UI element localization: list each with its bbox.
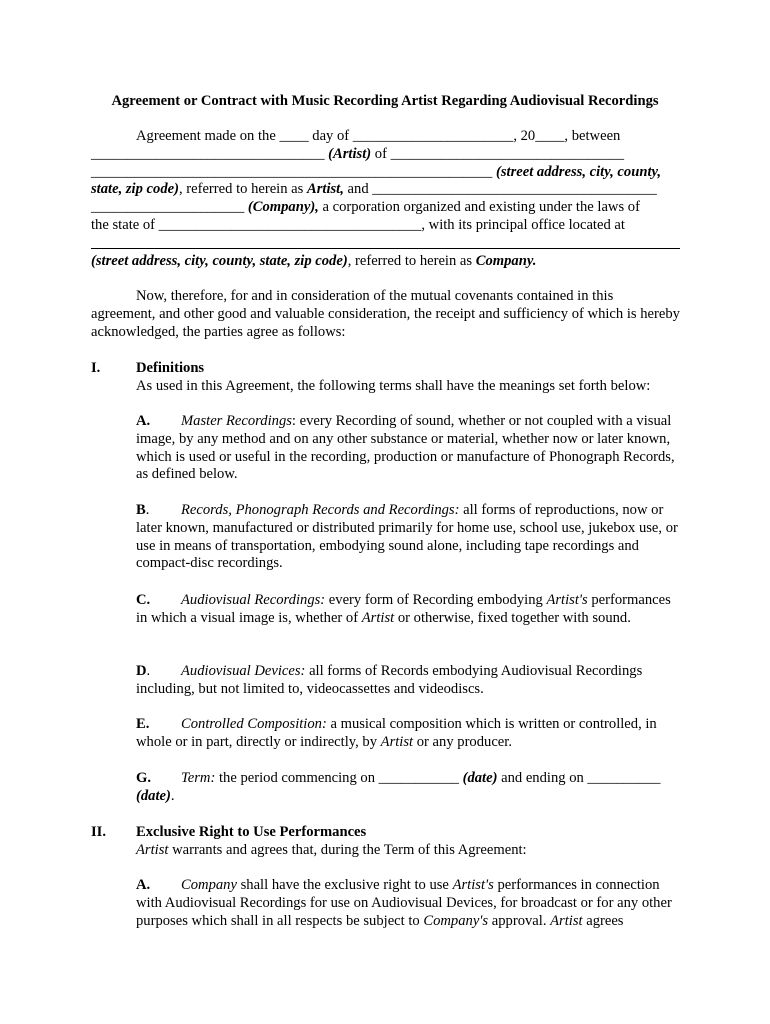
definition-c-term: Audiovisual Recordings: (181, 592, 326, 608)
definition-b-term: Records, Phonograph Records and Recordings: (181, 502, 460, 518)
company-address-blank-rule (91, 248, 680, 249)
definition-b-letter: B (136, 502, 146, 518)
artist-term: Artist (550, 912, 583, 929)
section-2-number: II. (91, 824, 107, 840)
intro-line-1: Agreement made on the ____ day of ______________________, 20____, between (136, 128, 621, 144)
definition-e-tag: E. (136, 716, 150, 732)
company-label: (Company), (247, 199, 319, 216)
definition-b (136, 502, 681, 573)
definition-d-tag (136, 663, 181, 681)
section-2-item-a-text: shall have the exclusive right to use (236, 877, 453, 893)
company-address-label: (street address, city, county, state, zip code) (91, 253, 348, 269)
intro-text: , referred to herein as (347, 253, 476, 269)
artist-name-blank: ________________________________ (91, 145, 329, 162)
term-start-blank: the period commencing on ___________ (215, 770, 463, 786)
company-name-blank-cont: _____________________ (91, 199, 248, 216)
term-end-blank: and ending on __________ (497, 770, 661, 786)
artist-address-label-cont: state, zip code) (91, 181, 179, 198)
definition-e-text: a musical composition which is written or controlled, in whole or in part, directly or indirectly, by (136, 716, 657, 750)
artist-term: Artist (380, 733, 414, 750)
definition-g-term: Term: (181, 770, 216, 786)
date-label: (date) (136, 787, 171, 804)
definition-a-text: : every Recording of sound, whether or not coupled with a visual image, by any method and on any other substance or material, whether now or later known, which is used or useful in the recording, production or manufacture of Phonograph Records, as defined below. (136, 413, 675, 483)
artist-term: Artist (136, 842, 169, 858)
definition-c-text: performances in which a visual image is, whether of (136, 592, 671, 626)
intro-text: a corporation organized and existing under the laws of (318, 199, 640, 216)
intro-text: , referred to herein as (178, 181, 307, 198)
intro-line-7 (91, 253, 681, 271)
definition-a (136, 413, 681, 484)
definition-b-text: all forms of reproductions, now or later known, manufactured or distributed primarily for home use, school use, jukebox use, or use in means of transportation, embodying sound alone, including tape recordings and compact-disc recordings. (136, 502, 678, 572)
artist-address-label: (street address, city, county, (495, 163, 662, 180)
definition-e-term: Controlled Composition: (181, 716, 327, 732)
definition-e (136, 716, 681, 752)
company-name-blank: and _______________________________________ (343, 181, 657, 198)
artist-defined-term: Artist, (306, 181, 344, 198)
company-term: Company's (423, 912, 489, 929)
definition-a-term: Master Recordings (181, 413, 292, 429)
definition-c-text: every form of Recording embodying (325, 592, 547, 608)
section-2-title: Exclusive Right to Use Performances (136, 824, 367, 840)
company-defined-term: Company. (475, 253, 537, 269)
artist-term: Artist (361, 609, 395, 626)
artist-of-blank: of ________________________________ (371, 145, 625, 162)
section-2-item-a-text: performances in connection with Audiovisual Recordings for use on Audiovisual Devices, for broadcast or for any other purposes which shall in all respects be subject to (136, 877, 672, 929)
definition-g (136, 770, 681, 806)
definition-d (136, 663, 681, 699)
intro-line-3 (91, 164, 681, 182)
section-1-number: I. (91, 360, 101, 376)
section-2-lead (136, 842, 527, 860)
artist-address-blank: _______________________________________________________ (91, 163, 496, 180)
intro-line-4 (91, 181, 681, 199)
section-1-lead: As used in this Agreement, the following terms shall have the meanings set forth below: (136, 378, 651, 394)
intro-line-6: the state of ____________________________________, with its principal office located at (91, 216, 625, 233)
definition-d-letter: D (136, 663, 147, 679)
date-label: (date) (462, 770, 498, 786)
definition-b-tag (136, 502, 181, 520)
recital-paragraph: Now, therefore, for and in consideration of the mutual covenants contained in this agreement, and other good and valuable consideration, the receipt and sufficiency of which is hereby acknowledged, the parties agree as follows: (91, 288, 680, 340)
artist-label: (Artist) (328, 145, 372, 162)
document-title: Agreement or Contract with Music Recording Artist Regarding Audiovisual Recordings (111, 93, 659, 109)
section-2-item-a (136, 877, 681, 930)
definition-g-end: . (170, 787, 175, 804)
definition-b-dot: . (145, 502, 150, 518)
definition-c (136, 592, 681, 628)
definition-d-dot: . (146, 663, 151, 679)
definition-d-text: all forms of Records embodying Audiovisual Recordings including, but not limited to, videocassettes and videodiscs. (136, 663, 643, 697)
section-2-item-a-text: approval. (488, 912, 551, 929)
intro-paragraph (91, 128, 681, 235)
artist-term: Artist's (452, 877, 494, 893)
section-2-lead-text: warrants and agrees that, during the Term of this Agreement: (168, 842, 527, 858)
section-1-title: Definitions (136, 360, 205, 376)
definition-a-tag: A. (136, 413, 151, 429)
intro-line-2 (91, 146, 681, 164)
section-2-item-a-tag: A. (136, 877, 151, 893)
definition-c-tag: C. (136, 592, 151, 608)
definition-e-text: or any producer. (413, 733, 512, 750)
definition-d-term: Audiovisual Devices: (181, 663, 306, 679)
company-term: Company (181, 877, 237, 893)
definition-g-tag: G. (136, 770, 151, 786)
section-2-item-a-text: agrees (582, 912, 624, 929)
artist-term: Artist's (546, 592, 588, 608)
definition-c-text: or otherwise, fixed together with sound. (394, 609, 631, 626)
intro-line-5 (91, 199, 681, 217)
